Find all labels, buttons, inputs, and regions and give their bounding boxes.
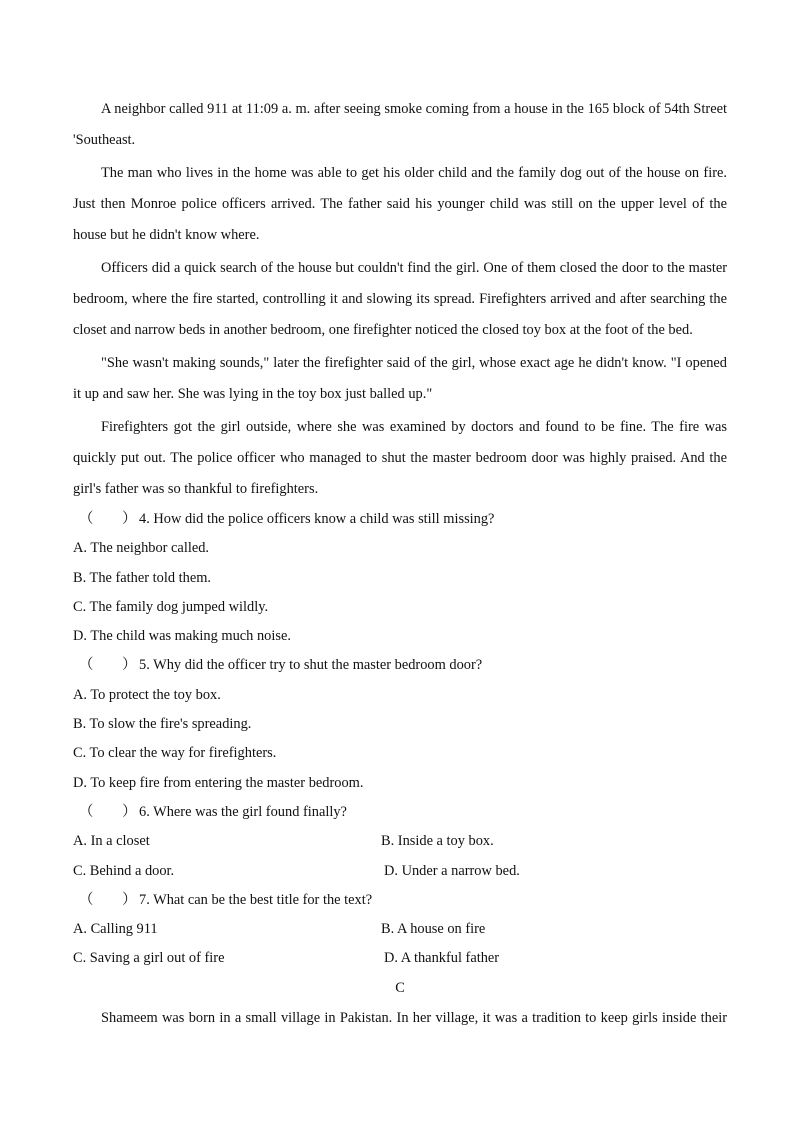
option-d: D. To keep fire from entering the master bedroom. <box>73 774 364 791</box>
passage-paragraph: Officers did a quick search of the house but couldn't find the girl. One of them closed the door to the master bedroom, where the fire started, controlling it and slowing its spread. Firefighters arrived and after searching the closet and narrow beds in another bedroom, one firefighter noticed the closed toy box at the foot of the bed. <box>73 260 727 338</box>
option-c: C. The family dog jumped wildly. <box>73 598 269 615</box>
passage-paragraph: A neighbor called 911 at 11:09 a. m. after seeing smoke coming from a house in the 165 block of 54th Street 'Southeast. <box>73 101 727 148</box>
answer-blank[interactable]: （ ） <box>79 891 137 908</box>
option-d: D. Under a narrow bed. <box>384 862 520 879</box>
answer-blank[interactable]: （ ） <box>79 511 137 527</box>
question-stem: 5. Why did the officer try to shut the master bedroom door? <box>139 657 483 674</box>
option-row <box>73 915 727 944</box>
answer-blank[interactable]: （ ） <box>79 657 137 674</box>
passage-paragraph: Shameem was born in a small village in Pakistan. In her village, it was a tradition to keep girls inside their <box>101 1010 727 1027</box>
document-page <box>73 94 727 1034</box>
option-row <box>73 827 727 856</box>
option-a: A. The neighbor called. <box>73 540 210 557</box>
option-row <box>73 857 727 886</box>
answer-blank[interactable]: （ ） <box>79 803 137 820</box>
section-heading: C <box>395 979 405 996</box>
option-b: B. Inside a toy box. <box>381 833 494 850</box>
option-b: B. The father told them. <box>73 569 212 586</box>
option-c: C. To clear the way for firefighters. <box>73 745 277 762</box>
question-7 <box>73 886 727 915</box>
passage-paragraph: "She wasn't making sounds," later the firefighter said of the girl, whose exact age he didn't know. "I opened it up and saw her. She was lying in the toy box just balled up." <box>73 355 727 402</box>
option-row <box>73 944 727 973</box>
question-5 <box>73 651 727 680</box>
option-a: A. In a closet <box>73 833 150 850</box>
passage-paragraph: The man who lives in the home was able to get his older child and the family dog out of the house on fire. Just then Monroe police officers arrived. The father said his younger child was still on the upper level of the house but he didn't know where. <box>73 165 727 243</box>
question-stem: 4. How did the police officers know a child was still missing? <box>139 511 495 527</box>
option-c: C. Saving a girl out of fire <box>73 950 225 967</box>
option-b: B. A house on fire <box>381 921 486 938</box>
question-stem: 7. What can be the best title for the text? <box>139 891 373 908</box>
question-4 <box>73 505 727 534</box>
passage-paragraph: Firefighters got the girl outside, where she was examined by doctors and found to be fine. The fire was quickly put out. The police officer who managed to shut the master bedroom door was highly praised. And the girl's father was so thankful to firefighters. <box>73 419 727 497</box>
option-c: C. Behind a door. <box>73 862 175 879</box>
option-a: A. Calling 911 <box>73 921 158 938</box>
question-stem: 6. Where was the girl found finally? <box>139 803 347 820</box>
option-d: D. A thankful father <box>384 950 500 967</box>
question-6 <box>73 798 727 827</box>
option-d: D. The child was making much noise. <box>73 628 291 645</box>
option-a: A. To protect the toy box. <box>73 686 221 703</box>
option-b: B. To slow the fire's spreading. <box>73 716 252 733</box>
